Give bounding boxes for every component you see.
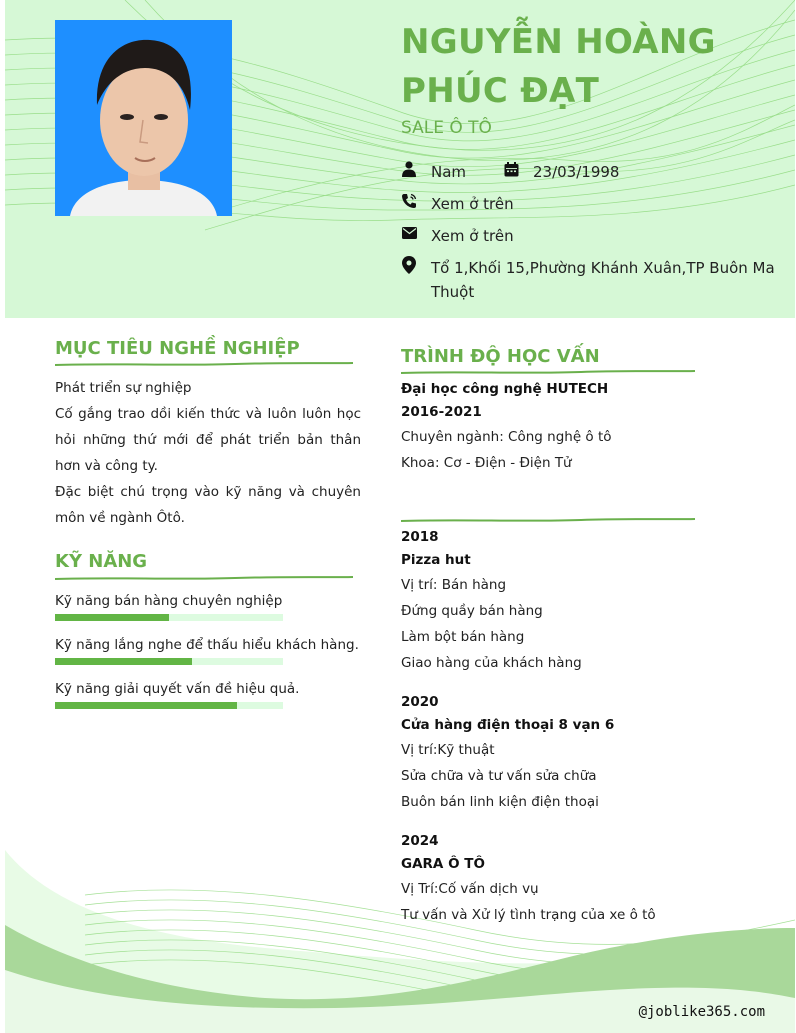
skill-bar-3 <box>55 702 283 709</box>
skill-bar-2 <box>55 658 283 665</box>
exp-2-line-2: Sửa chữa và tư vấn sửa chữa <box>401 768 597 784</box>
exp-1-line-1: Vị trí: Bán hàng <box>401 577 507 593</box>
job-role: SALE Ô TÔ <box>401 118 492 138</box>
profile-photo <box>55 20 232 216</box>
full-name <box>401 18 781 116</box>
watermark-text: @joblike365.com <box>638 1004 765 1020</box>
school-faculty: Khoa: Cơ - Điện - Điện Tử <box>401 455 572 471</box>
phone-value: Xem ở trên <box>431 195 514 213</box>
location-pin-icon <box>401 256 417 274</box>
skills-underline <box>55 574 355 582</box>
skill-label-3: Kỹ năng giải quyết vấn đề hiệu quả. <box>55 681 300 697</box>
address-value <box>431 256 775 304</box>
skills-title: KỸ NĂNG <box>55 551 148 572</box>
name-line-2: PHÚC ĐẠT <box>401 71 600 111</box>
school-name: Đại học công nghệ HUTECH <box>401 381 609 397</box>
phone-icon <box>401 192 417 210</box>
objective-line-2: Cố gắng trao dồi kiến thức và luôn luôn học hỏi những thứ mới để phát triển bản thân hơn và công ty. <box>55 406 361 474</box>
exp-1-line-3: Làm bột bán hàng <box>401 629 525 645</box>
address-line-1: Tổ 1,Khối 15,Phường Khánh Xuân,TP Buôn Ma <box>431 259 775 277</box>
education-underline <box>401 368 697 376</box>
exp-3-line-2: Tư vấn và Xử lý tình trạng của xe ô tô <box>401 907 656 923</box>
exp-company-3: GARA Ô TÔ <box>401 856 485 872</box>
exp-2-line-3: Buôn bán linh kiện điện thoại <box>401 794 599 810</box>
address-row <box>401 256 781 304</box>
school-major: Chuyên ngành: Công nghệ ô tô <box>401 429 612 445</box>
birthdate-value: 23/03/1998 <box>533 163 620 181</box>
person-icon <box>401 160 417 178</box>
resume-page <box>5 0 795 1033</box>
exp-company-2: Cửa hàng điện thoại 8 vạn 6 <box>401 717 615 733</box>
address-line-2: Thuột <box>431 283 475 301</box>
name-line-1: NGUYỄN HOÀNG <box>401 22 716 62</box>
objective-line-3: Đặc biệt chú trọng vào kỹ năng và chuyên môn về ngành Ôtô. <box>55 484 361 526</box>
envelope-icon <box>401 224 417 242</box>
skill-bar-fill-2 <box>55 658 192 665</box>
calendar-icon <box>503 160 519 178</box>
skill-label-2: Kỹ năng lắng nghe để thấu hiểu khách hàng. <box>55 637 359 653</box>
birthdate-row <box>503 160 619 184</box>
skill-bar-fill-1 <box>55 614 169 621</box>
objective-text <box>55 375 361 531</box>
experience-underline <box>401 516 697 524</box>
phone-row <box>401 192 514 216</box>
education-title: TRÌNH ĐỘ HỌC VẤN <box>401 346 600 367</box>
exp-3-line-1: Vị Trí:Cố vấn dịch vụ <box>401 881 539 897</box>
gender-value: Nam <box>431 163 467 181</box>
email-row <box>401 224 514 248</box>
exp-year-3: 2024 <box>401 833 439 849</box>
exp-company-1: Pizza hut <box>401 552 471 568</box>
skill-label-1: Kỹ năng bán hàng chuyên nghiệp <box>55 593 283 609</box>
exp-1-line-2: Đứng quầy bán hàng <box>401 603 543 619</box>
exp-year-2: 2020 <box>401 694 439 710</box>
exp-2-line-1: Vị trí:Kỹ thuật <box>401 742 495 758</box>
skill-bar-fill-3 <box>55 702 237 709</box>
skill-bar-1 <box>55 614 283 621</box>
exp-year-1: 2018 <box>401 529 439 545</box>
school-years: 2016-2021 <box>401 404 482 420</box>
gender-row <box>401 160 466 184</box>
email-value: Xem ở trên <box>431 227 514 245</box>
objective-title: MỤC TIÊU NGHỀ NGHIỆP <box>55 338 300 359</box>
objective-line-1: Phát triển sự nghiệp <box>55 380 192 396</box>
objective-underline <box>55 360 355 368</box>
exp-1-line-4: Giao hàng của khách hàng <box>401 655 582 671</box>
